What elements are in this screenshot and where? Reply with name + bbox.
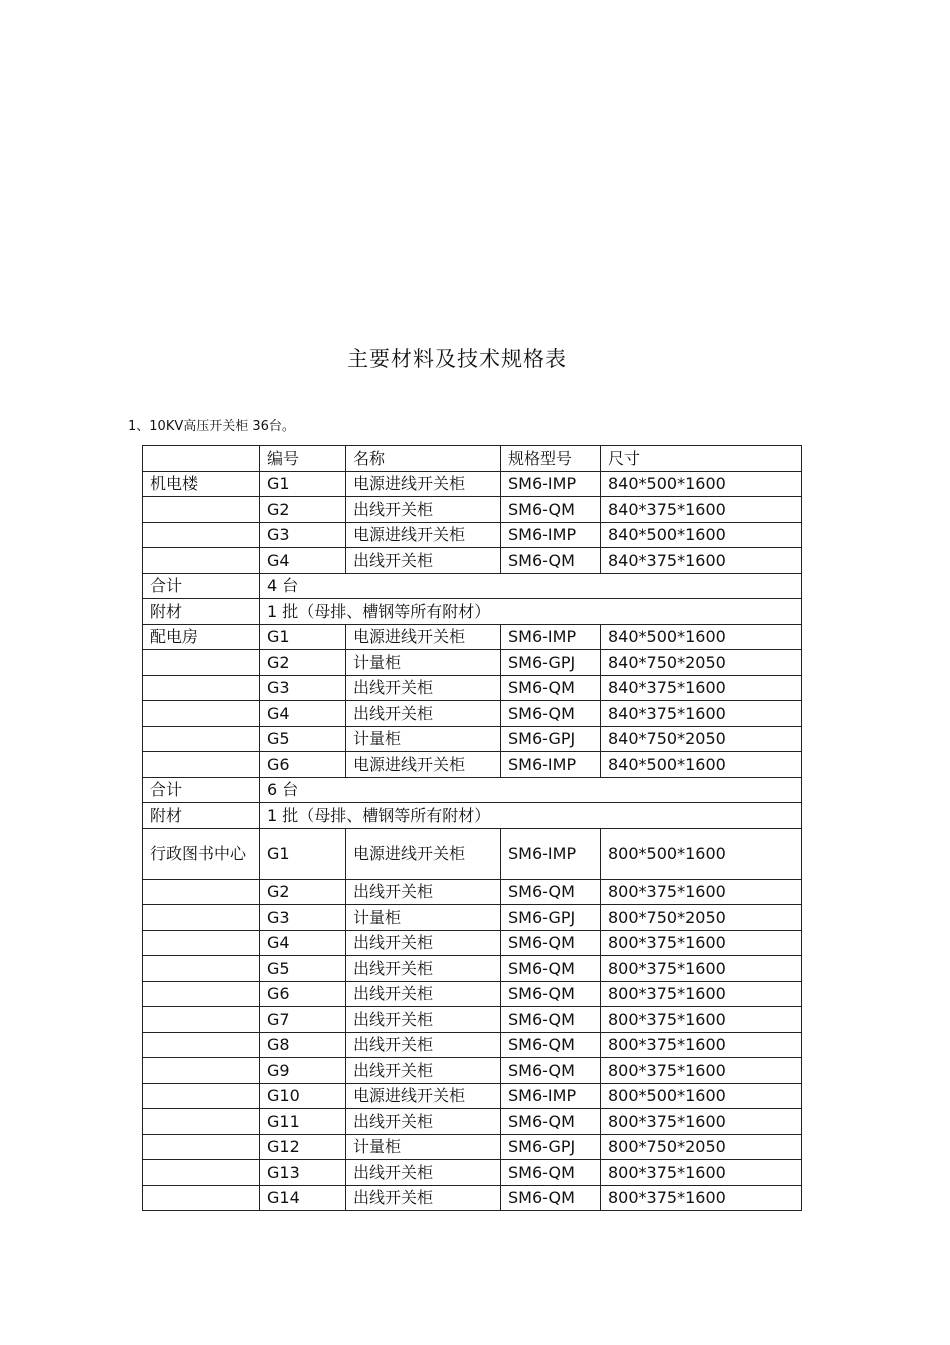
summary-value-cell: 1 批（母排、槽钢等所有附材）	[260, 803, 802, 829]
table-row	[143, 956, 802, 982]
name-cell: 计量柜	[346, 905, 501, 931]
location-cell	[143, 1058, 260, 1084]
table-row	[143, 1007, 802, 1033]
table-row	[143, 497, 802, 523]
code-cell: G6	[260, 981, 346, 1007]
code-cell: G4	[260, 548, 346, 574]
size-cell: 800*375*1600	[601, 1032, 802, 1058]
size-cell: 840*375*1600	[601, 548, 802, 574]
table-row	[143, 650, 802, 676]
header-cell	[143, 446, 260, 472]
location-cell	[143, 905, 260, 931]
model-cell: SM6-QM	[501, 879, 601, 905]
code-cell: G2	[260, 497, 346, 523]
location-cell: 行政图书中心	[143, 828, 260, 879]
model-cell: SM6-QM	[501, 956, 601, 982]
summary-row	[143, 777, 802, 803]
table-header-row	[143, 446, 802, 472]
model-cell: SM6-QM	[501, 930, 601, 956]
code-cell: G9	[260, 1058, 346, 1084]
size-cell: 800*375*1600	[601, 930, 802, 956]
model-cell: SM6-QM	[501, 981, 601, 1007]
name-cell: 出线开关柜	[346, 701, 501, 727]
size-cell: 840*500*1600	[601, 522, 802, 548]
table-row	[143, 548, 802, 574]
location-cell	[143, 726, 260, 752]
name-cell: 电源进线开关柜	[346, 1083, 501, 1109]
model-cell: SM6-QM	[501, 1185, 601, 1211]
name-cell: 计量柜	[346, 726, 501, 752]
code-cell: G10	[260, 1083, 346, 1109]
table-row	[143, 1083, 802, 1109]
location-cell	[143, 1185, 260, 1211]
summary-label-cell: 附材	[143, 803, 260, 829]
code-cell: G6	[260, 752, 346, 778]
code-cell: G14	[260, 1185, 346, 1211]
size-cell: 800*375*1600	[601, 879, 802, 905]
name-cell: 电源进线开关柜	[346, 522, 501, 548]
location-cell: 配电房	[143, 624, 260, 650]
summary-row	[143, 803, 802, 829]
size-cell: 800*375*1600	[601, 1007, 802, 1033]
name-cell: 计量柜	[346, 650, 501, 676]
code-cell: G1	[260, 471, 346, 497]
model-cell: SM6-IMP	[501, 752, 601, 778]
code-cell: G3	[260, 522, 346, 548]
table-row	[143, 1058, 802, 1084]
model-cell: SM6-IMP	[501, 471, 601, 497]
name-cell: 出线开关柜	[346, 1007, 501, 1033]
model-cell: SM6-QM	[501, 548, 601, 574]
location-cell	[143, 548, 260, 574]
location-cell	[143, 1160, 260, 1186]
model-cell: SM6-QM	[501, 701, 601, 727]
name-cell: 电源进线开关柜	[346, 624, 501, 650]
location-cell	[143, 522, 260, 548]
code-cell: G7	[260, 1007, 346, 1033]
location-cell	[143, 1007, 260, 1033]
name-cell: 出线开关柜	[346, 1109, 501, 1135]
name-cell: 出线开关柜	[346, 497, 501, 523]
size-cell: 800*375*1600	[601, 1185, 802, 1211]
name-cell: 出线开关柜	[346, 956, 501, 982]
model-cell: SM6-IMP	[501, 1083, 601, 1109]
model-cell: SM6-GPJ	[501, 905, 601, 931]
name-cell: 出线开关柜	[346, 1032, 501, 1058]
model-cell: SM6-IMP	[501, 828, 601, 879]
size-cell: 800*750*2050	[601, 905, 802, 931]
table-row	[143, 624, 802, 650]
name-cell: 出线开关柜	[346, 879, 501, 905]
name-cell: 出线开关柜	[346, 1160, 501, 1186]
size-cell: 800*375*1600	[601, 1109, 802, 1135]
code-cell: G5	[260, 726, 346, 752]
model-cell: SM6-QM	[501, 1007, 601, 1033]
code-cell: G11	[260, 1109, 346, 1135]
size-cell: 840*750*2050	[601, 726, 802, 752]
location-cell	[143, 752, 260, 778]
size-cell: 840*750*2050	[601, 650, 802, 676]
summary-row	[143, 599, 802, 625]
code-cell: G12	[260, 1134, 346, 1160]
table-row	[143, 471, 802, 497]
table-row	[143, 1032, 802, 1058]
table-row	[143, 522, 802, 548]
size-cell: 800*375*1600	[601, 956, 802, 982]
code-cell: G1	[260, 828, 346, 879]
summary-value-cell: 4 台	[260, 573, 802, 599]
name-cell: 出线开关柜	[346, 548, 501, 574]
size-cell: 840*375*1600	[601, 675, 802, 701]
table-row	[143, 879, 802, 905]
location-cell	[143, 701, 260, 727]
size-cell: 800*375*1600	[601, 981, 802, 1007]
name-cell: 出线开关柜	[346, 981, 501, 1007]
location-cell	[143, 1109, 260, 1135]
table-row	[143, 828, 802, 879]
table-row	[143, 675, 802, 701]
size-cell: 800*375*1600	[601, 1058, 802, 1084]
table-row	[143, 752, 802, 778]
model-cell: SM6-IMP	[501, 624, 601, 650]
code-cell: G4	[260, 930, 346, 956]
size-cell: 800*500*1600	[601, 1083, 802, 1109]
code-cell: G4	[260, 701, 346, 727]
model-cell: SM6-QM	[501, 1058, 601, 1084]
size-cell: 840*375*1600	[601, 497, 802, 523]
location-cell	[143, 956, 260, 982]
size-cell: 840*500*1600	[601, 624, 802, 650]
summary-value-cell: 6 台	[260, 777, 802, 803]
location-cell	[143, 675, 260, 701]
header-cell: 尺寸	[601, 446, 802, 472]
model-cell: SM6-GPJ	[501, 1134, 601, 1160]
code-cell: G8	[260, 1032, 346, 1058]
header-cell: 规格型号	[501, 446, 601, 472]
name-cell: 电源进线开关柜	[346, 752, 501, 778]
code-cell: G1	[260, 624, 346, 650]
table-row	[143, 905, 802, 931]
model-cell: SM6-QM	[501, 1109, 601, 1135]
model-cell: SM6-IMP	[501, 522, 601, 548]
model-cell: SM6-GPJ	[501, 726, 601, 752]
code-cell: G13	[260, 1160, 346, 1186]
model-cell: SM6-GPJ	[501, 650, 601, 676]
header-cell: 编号	[260, 446, 346, 472]
summary-value-cell: 1 批（母排、槽钢等所有附材）	[260, 599, 802, 625]
name-cell: 出线开关柜	[346, 1058, 501, 1084]
size-cell: 840*500*1600	[601, 752, 802, 778]
code-cell: G3	[260, 675, 346, 701]
code-cell: G5	[260, 956, 346, 982]
table-row	[143, 981, 802, 1007]
section-heading: 1、10KV高压开关柜 36台。	[128, 419, 295, 434]
code-cell: G3	[260, 905, 346, 931]
specification-table	[142, 445, 802, 1211]
location-cell	[143, 1083, 260, 1109]
name-cell: 计量柜	[346, 1134, 501, 1160]
location-cell	[143, 981, 260, 1007]
summary-label-cell: 附材	[143, 599, 260, 625]
table-row	[143, 1185, 802, 1211]
table-row	[143, 930, 802, 956]
document-title: 主要材料及技术规格表	[347, 347, 567, 371]
summary-label-cell: 合计	[143, 573, 260, 599]
model-cell: SM6-QM	[501, 497, 601, 523]
header-cell: 名称	[346, 446, 501, 472]
size-cell: 800*750*2050	[601, 1134, 802, 1160]
size-cell: 840*375*1600	[601, 701, 802, 727]
name-cell: 电源进线开关柜	[346, 828, 501, 879]
table-row	[143, 1109, 802, 1135]
name-cell: 出线开关柜	[346, 675, 501, 701]
name-cell: 出线开关柜	[346, 930, 501, 956]
model-cell: SM6-QM	[501, 675, 601, 701]
summary-label-cell: 合计	[143, 777, 260, 803]
location-cell: 机电楼	[143, 471, 260, 497]
size-cell: 800*375*1600	[601, 1160, 802, 1186]
table-row	[143, 1160, 802, 1186]
location-cell	[143, 1134, 260, 1160]
name-cell: 电源进线开关柜	[346, 471, 501, 497]
location-cell	[143, 1032, 260, 1058]
code-cell: G2	[260, 879, 346, 905]
size-cell: 800*500*1600	[601, 828, 802, 879]
table-row	[143, 726, 802, 752]
table-row	[143, 1134, 802, 1160]
size-cell: 840*500*1600	[601, 471, 802, 497]
model-cell: SM6-QM	[501, 1160, 601, 1186]
model-cell: SM6-QM	[501, 1032, 601, 1058]
code-cell: G2	[260, 650, 346, 676]
summary-row	[143, 573, 802, 599]
location-cell	[143, 497, 260, 523]
name-cell: 出线开关柜	[346, 1185, 501, 1211]
location-cell	[143, 879, 260, 905]
table-row	[143, 701, 802, 727]
location-cell	[143, 930, 260, 956]
location-cell	[143, 650, 260, 676]
